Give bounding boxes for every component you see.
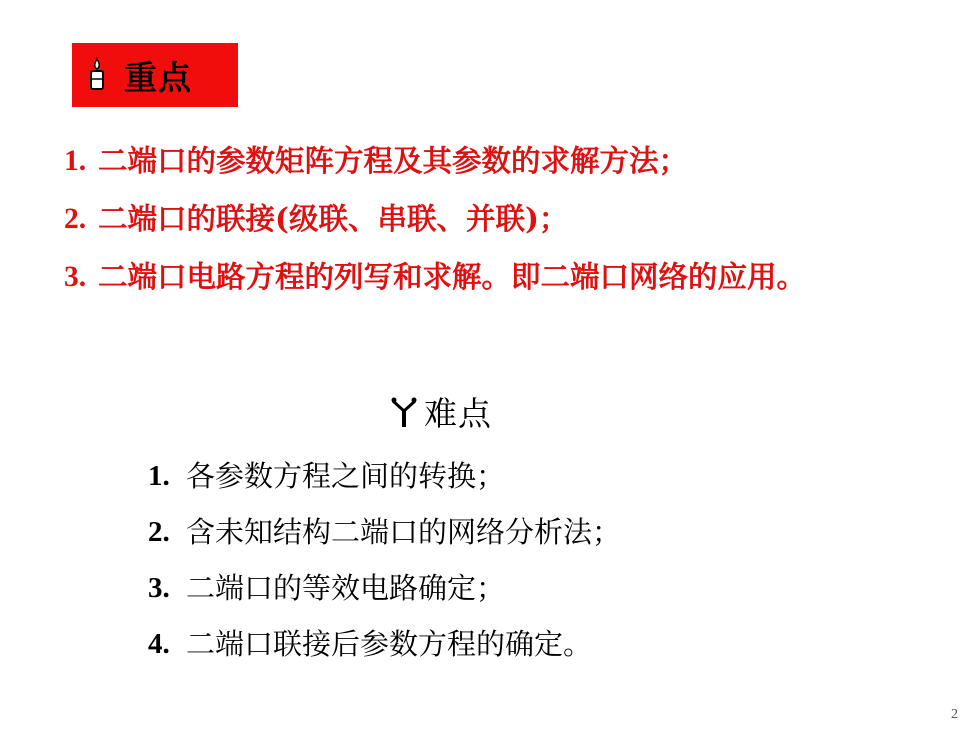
difficult-point-item	[148, 504, 621, 560]
antenna-icon	[390, 395, 418, 429]
item-text: 各参数方程之间的转换；	[186, 459, 506, 493]
difficult-points-header	[390, 388, 492, 435]
item-text: 二端口联接后参数方程的确定。	[186, 627, 593, 661]
item-text: 二端口的等效电路确定；	[186, 571, 506, 605]
key-point-item	[64, 248, 954, 306]
item-text: 含未知结构二端口的网络分析法；	[186, 515, 622, 549]
difficult-points-list	[148, 448, 621, 672]
key-points-badge	[72, 43, 238, 107]
item-number: 3.	[148, 572, 170, 604]
item-number: 2.	[148, 516, 170, 548]
item-text: 二端口电路方程的列写和求解。即二端口网络的应用。	[98, 259, 807, 294]
page-number: 2	[951, 707, 958, 722]
key-points-title: 重点	[124, 57, 192, 97]
item-number: 4.	[148, 628, 170, 660]
item-number: 2.	[64, 203, 87, 235]
difficult-point-item	[148, 448, 621, 504]
item-number: 3.	[64, 261, 87, 293]
item-text: 二端口的参数矩阵方程及其参数的求解方法；	[98, 143, 689, 178]
key-point-item	[64, 190, 954, 248]
key-point-item	[64, 132, 954, 190]
item-number: 1.	[148, 460, 170, 492]
candle-icon	[84, 57, 110, 93]
difficult-point-item	[148, 560, 621, 616]
item-number: 1.	[64, 145, 87, 177]
item-text: 二端口的联接(级联、串联、并联)；	[98, 201, 569, 236]
difficult-points-title: 难点	[424, 394, 492, 433]
difficult-point-item	[148, 616, 621, 672]
key-points-list	[64, 132, 954, 306]
